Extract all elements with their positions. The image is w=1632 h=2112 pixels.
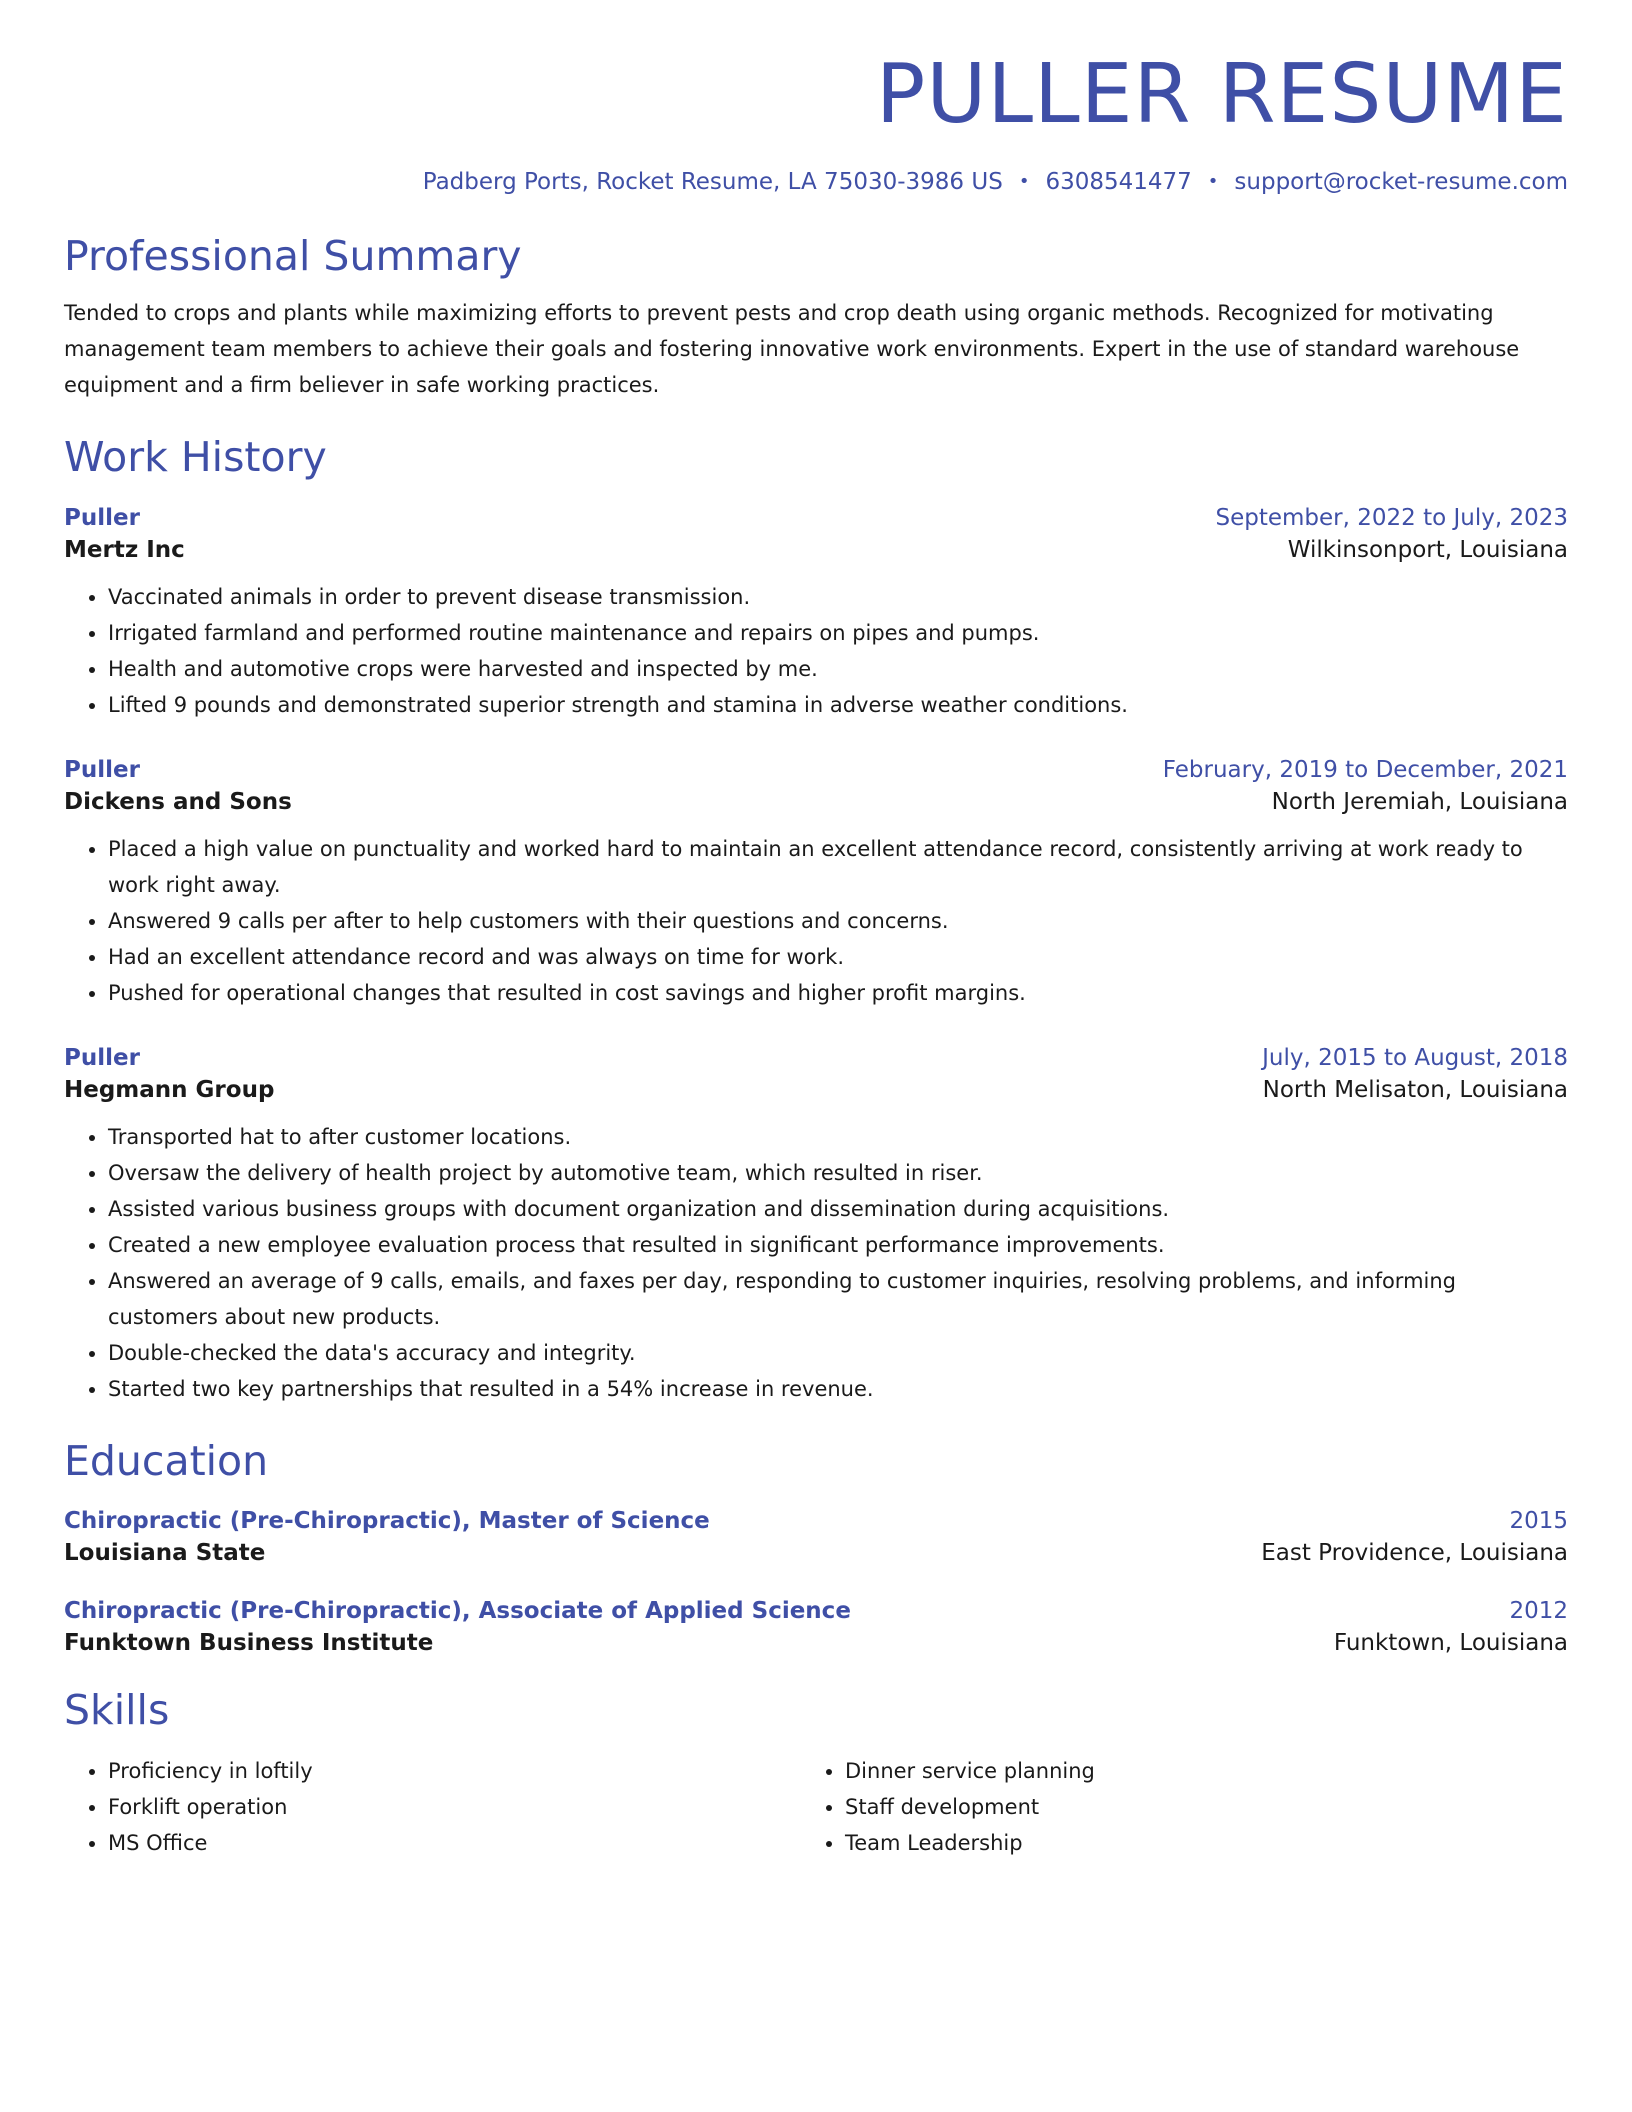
job-role: Puller	[64, 756, 140, 783]
list-item: • Transported hat to after customer locations.	[108, 1119, 1568, 1155]
list-item: • Health and automotive crops were harvested and inspected by me.	[108, 651, 1568, 687]
list-item: • Staff development	[845, 1789, 1538, 1825]
list-item: • Forklift operation	[108, 1789, 801, 1825]
education-entry	[64, 1598, 1568, 1656]
education-school: Funktown Business Institute	[64, 1629, 434, 1656]
education-degree: Chiropractic (Pre-Chiropractic), Associate of Applied Science	[64, 1597, 851, 1624]
list-item: • Dinner service planning	[845, 1753, 1538, 1789]
resume-name: PULLER RESUME	[875, 47, 1568, 142]
list-item: • MS Office	[108, 1825, 801, 1861]
job-header-row	[64, 1045, 1568, 1071]
job-company-row	[64, 1077, 1568, 1103]
summary-title: Professional Summary	[64, 232, 522, 281]
list-item: • Lifted 9 pounds and demonstrated superior strength and stamina in adverse weather conditions.	[108, 687, 1568, 723]
job-role: Puller	[64, 504, 140, 531]
education-location: Funktown, Louisiana	[1333, 1629, 1568, 1656]
list-item: • Double-checked the data's accuracy and integrity.	[108, 1335, 1568, 1371]
education-degree: Chiropractic (Pre-Chiropractic), Master of Science	[64, 1507, 710, 1534]
skills-section	[64, 1686, 1568, 1861]
list-item: • Placed a high value on punctuality and worked hard to maintain an excellent attendance record, consistently arriving at work ready to work right away.	[108, 831, 1568, 903]
contact-line	[64, 168, 1568, 198]
job-bullets	[64, 1119, 1568, 1407]
summary-section	[64, 232, 1568, 403]
list-item: • Oversaw the delivery of health project by automotive team, which resulted in riser.	[108, 1155, 1568, 1191]
skills-list	[64, 1753, 801, 1861]
job-location: North Jeremiah, Louisiana	[1271, 788, 1568, 815]
job-header-row	[64, 757, 1568, 783]
list-item: • Assisted various business groups with document organization and dissemination during acquisitions.	[108, 1191, 1568, 1227]
skills-grid	[64, 1753, 1568, 1861]
contact-separator: •	[1018, 171, 1030, 193]
education-school-row	[64, 1540, 1568, 1566]
contact-email: support@rocket-resume.com	[1234, 169, 1568, 196]
job-bullets	[64, 579, 1568, 723]
education-entry	[64, 1508, 1568, 1566]
job-header-row	[64, 505, 1568, 531]
education-year: 2012	[1509, 1597, 1568, 1624]
job-entry	[64, 1045, 1568, 1407]
job-company: Hegmann Group	[64, 1076, 275, 1103]
list-item: • Had an excellent attendance record and was always on time for work.	[108, 939, 1568, 975]
skills-list	[801, 1753, 1538, 1861]
job-role: Puller	[64, 1044, 140, 1071]
summary-text: Tended to crops and plants while maximizing efforts to prevent pests and crop death using organic methods. Recognized for motivating management team members to achieve their goals and fostering innovative work environments. Expert in the use of standard warehouse equipment and a firm believer in safe working practices.	[64, 301, 1520, 398]
job-entry	[64, 505, 1568, 723]
list-item: • Started two key partnerships that resulted in a 54% increase in revenue.	[108, 1371, 1568, 1407]
contact-phone: 6308541477	[1045, 169, 1192, 196]
list-item: • Pushed for operational changes that resulted in cost savings and higher profit margins.	[108, 975, 1568, 1011]
education-school-row	[64, 1630, 1568, 1656]
list-item: • Irrigated farmland and performed routine maintenance and repairs on pipes and pumps.	[108, 615, 1568, 651]
list-item: • Vaccinated animals in order to prevent disease transmission.	[108, 579, 1568, 615]
contact-address: Padberg Ports, Rocket Resume, LA 75030-3986 US	[422, 169, 1003, 196]
skills-title: Skills	[64, 1685, 170, 1734]
resume-header	[64, 48, 1568, 198]
work-history-section	[64, 433, 1568, 1406]
work-history-title: Work History	[64, 433, 327, 482]
job-location: Wilkinsonport, Louisiana	[1287, 536, 1568, 563]
job-entry	[64, 757, 1568, 1011]
education-year: 2015	[1509, 1507, 1568, 1534]
education-title: Education	[64, 1436, 269, 1485]
job-company-row	[64, 789, 1568, 815]
contact-separator: •	[1207, 171, 1219, 193]
list-item: • Team Leadership	[845, 1825, 1538, 1861]
job-bullets	[64, 831, 1568, 1011]
list-item: • Proficiency in loftily	[108, 1753, 801, 1789]
list-item: • Answered 9 calls per after to help customers with their questions and concerns.	[108, 903, 1568, 939]
education-degree-row	[64, 1508, 1568, 1534]
list-item: • Answered an average of 9 calls, emails, and faxes per day, responding to customer inquiries, resolving problems, and informing customers about new products.	[108, 1263, 1568, 1335]
job-dates: February, 2019 to December, 2021	[1162, 756, 1568, 783]
education-section	[64, 1437, 1568, 1656]
job-dates: July, 2015 to August, 2018	[1262, 1044, 1568, 1071]
job-dates: September, 2022 to July, 2023	[1215, 504, 1568, 531]
education-school: Louisiana State	[64, 1539, 266, 1566]
education-degree-row	[64, 1598, 1568, 1624]
list-item: • Created a new employee evaluation process that resulted in significant performance improvements.	[108, 1227, 1568, 1263]
job-location: North Melisaton, Louisiana	[1262, 1076, 1568, 1103]
job-company: Mertz Inc	[64, 536, 185, 563]
job-company-row	[64, 537, 1568, 563]
education-location: East Providence, Louisiana	[1261, 1539, 1568, 1566]
job-company: Dickens and Sons	[64, 788, 292, 815]
skills-column-right	[801, 1753, 1538, 1861]
skills-column-left	[64, 1753, 801, 1861]
